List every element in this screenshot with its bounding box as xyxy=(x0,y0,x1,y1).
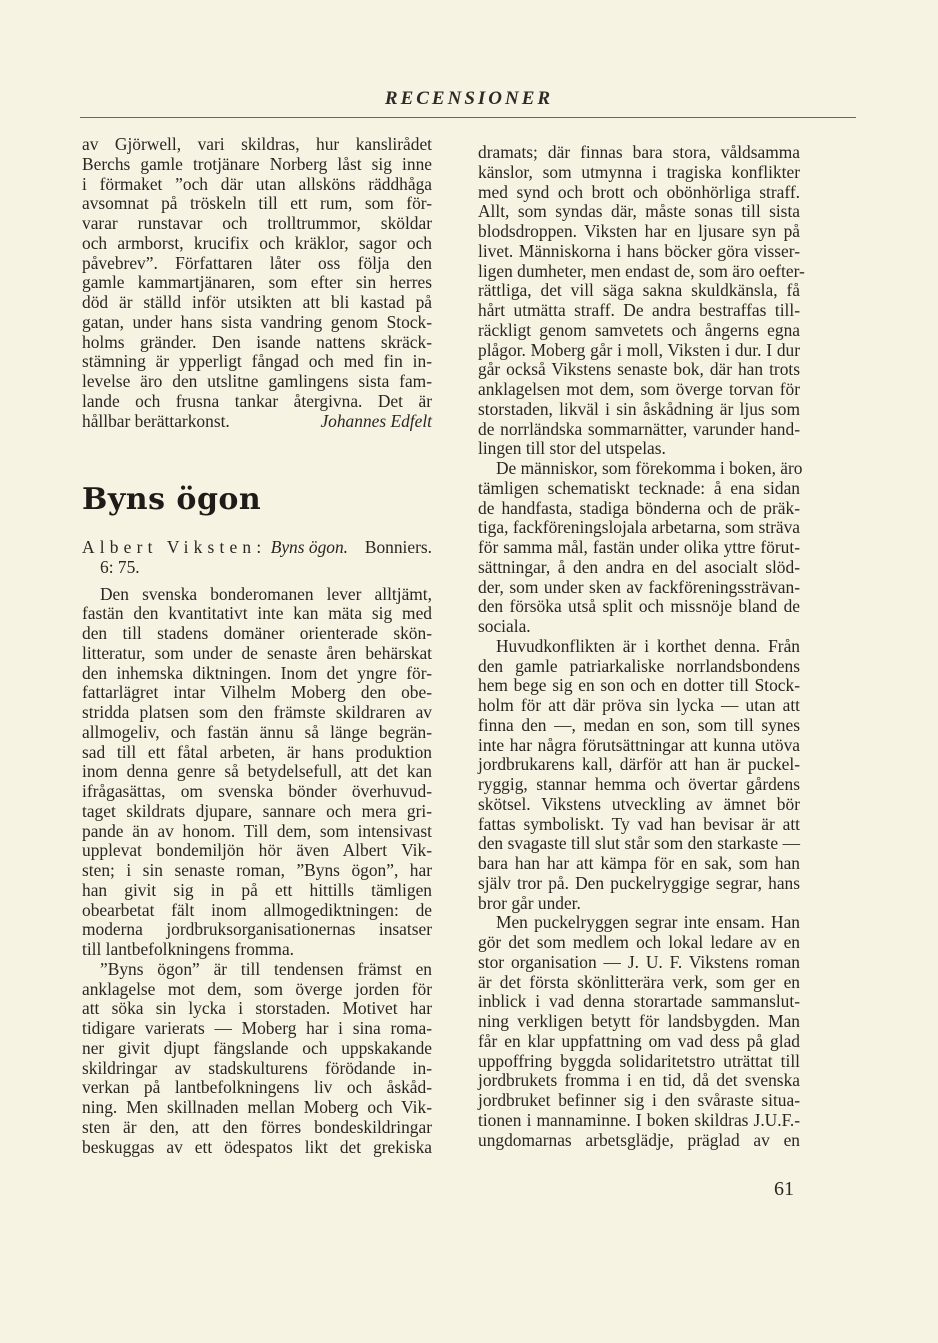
text-line: den gamle patriarkaliske norrlandsbondens xyxy=(478,655,800,676)
text-line: hårt utmätta straff. De andra bestraffas till- xyxy=(478,300,800,320)
text-line: själv tror på. Den puckelryggige segrar, hans xyxy=(478,872,800,893)
text-line: anklagelse mot dem, som överge jorden för xyxy=(82,978,432,999)
text-line: litteratur, som under de senaste åren behärskat xyxy=(82,642,432,663)
text-line: Allt, som syndas där, måste sonas till sista xyxy=(478,201,800,222)
text-line: dramats; där finnas bara stora, våldsamma xyxy=(478,142,800,162)
text-line: han givit sig in på ett hittills tämligen xyxy=(82,879,432,900)
text-line: den till stadens domäner orienterade skön- xyxy=(82,623,432,643)
text-line: hem bege sig en son och en dotter till Stock- xyxy=(478,675,800,696)
text-line: gatan, under hans sista vandring genom Stock- xyxy=(82,311,432,332)
text-line: och armborst, krucifix och kräklor, sagor och xyxy=(82,232,432,253)
text-line: de norrländska sommarnätter, varunder hand- xyxy=(478,418,800,439)
text-line: tämligen schematiskt tecknade: å ena sidan xyxy=(478,477,800,498)
text-line: påvebrev”. Författaren låter oss följa den xyxy=(82,252,432,273)
text-line: sad till ett fåtal arbeten, är hans produktion xyxy=(82,741,432,762)
paragraph xyxy=(478,458,803,637)
text-line: uppoffring byggda solidaritetstro uträttat till xyxy=(478,1050,800,1071)
text-line: ligen dumheter, men endast de, som äro oefter- xyxy=(478,260,805,281)
book-author: Albert Viksten: xyxy=(82,537,267,557)
signature-line xyxy=(82,412,432,432)
text-line: död är ställd inför utsikten att bli kastad på xyxy=(82,292,432,312)
text-line: stridda platsen som den främste skildraren av xyxy=(82,702,432,722)
reviewer-signature: Johannes Edfelt xyxy=(320,410,432,431)
text-line: anklagelsen mot dem, som överge torvan för xyxy=(478,379,800,399)
text-line: ”Byns ögon” är till tendensen främst en xyxy=(100,958,432,979)
text-line: med synd och brott och obönhörliga straff. xyxy=(478,181,800,202)
text-line: ning verkligen betytt för landsbygden. Man xyxy=(478,1011,800,1031)
text-line: ner givit djupt fängslande och uppskakande xyxy=(82,1037,432,1058)
text-line: lande och frusna tankar återgivna. Det är xyxy=(82,390,432,411)
text-line: rättliga, det vill säga sakna skuldkänsla, få xyxy=(478,280,800,301)
text-line: jordbruket befinner sig i den svåraste situa- xyxy=(478,1090,800,1110)
text-line: jordbrukarens kall, därför att han är puckel- xyxy=(478,754,800,775)
text-line: Den svenska bonderomanen lever alltjämt, xyxy=(100,583,432,604)
book-citation xyxy=(82,538,432,558)
text-line: ungdomarnas arbetsglädje, präglad av en xyxy=(478,1129,800,1150)
text-line: Huvudkonflikten är i korthet denna. Från xyxy=(496,635,800,656)
text-line: taget skildrats djupare, sannare och mera gri- xyxy=(82,800,432,821)
text-line: fattas symboliskt. Ty vad han bevisar är att xyxy=(478,813,800,834)
text-line: tidigare varierats — Moberg har i sina roma- xyxy=(82,1018,432,1038)
text-line: inom denna genre så betydelsefull, att det kan xyxy=(82,761,432,782)
text-line: storstaden, likväl i sin åskådning är ljus som xyxy=(478,398,800,419)
text-line: livet. Människorna i hans böcker göra visser- xyxy=(478,240,800,261)
text-line: är det första skönlitterära verk, som ger en xyxy=(478,971,800,992)
text-line: tiga, fackföreningslojala arbetarna, som sträva xyxy=(478,517,800,538)
text-line: ning. Men skillnaden mellan Moberg och Vik- xyxy=(82,1097,432,1117)
text-line: bror går under. xyxy=(478,892,581,913)
text-line: ifrågasättas, om svenska bönder överhuvud- xyxy=(82,781,432,801)
text-line: ryggig, stannar hemma och övertar gårdens xyxy=(478,774,800,794)
book-title: Byns ögon. xyxy=(270,537,349,557)
text-line: finna den —, medan en son, som till synes xyxy=(478,714,800,735)
text-line: sten är den, att den förres bondeskildringar xyxy=(82,1116,432,1137)
text-line: der, som under sken av fackföreningssträvan- xyxy=(478,576,800,597)
text-line: holms gränder. Den isande nattens skräck- xyxy=(82,331,432,352)
text-line: fastän den kvantitativt inte kan mäta sig med xyxy=(82,603,432,624)
text-line: obearbetat fält inom allmogediktningen: de xyxy=(82,899,432,920)
text-line: Berchs gamle trotjänare Norberg låst sig inne xyxy=(82,153,432,174)
text-line: gamle kammartjänaren, som efter sin herres xyxy=(82,272,432,293)
text-line: beskuggas av ett ödespatos likt det grekiska xyxy=(82,1136,432,1157)
text-line: gör det som medlem och lokal ledare av en xyxy=(478,932,800,952)
text-line: av Gjörwell, vari skildras, hur kanslirådet xyxy=(82,134,432,154)
text-line: skötsel. Vikstens utveckling av ämnet bör xyxy=(478,793,800,814)
previous-review-ending xyxy=(82,135,432,431)
text-line: sättningar, å den andra en del asocialt slöd- xyxy=(478,556,800,577)
text-line: tionen i mannaminne. I boken skildras J.U.F.- xyxy=(478,1109,800,1130)
text-line: den inhemska diktningen. Inom det yngre för- xyxy=(82,662,432,683)
text-line: De människor, som förekomma i boken, äro xyxy=(496,458,803,478)
text-line: går också Vikstens senaste bok, där han trots xyxy=(478,359,800,380)
closing-text: hållbar berättarkonst. xyxy=(82,410,230,431)
text-line: att söka sin lycka i storstaden. Motivet har xyxy=(82,998,432,1019)
text-line: pande än av honom. Till dem, som intensivast xyxy=(82,820,432,841)
text-line: plågor. Moberg går i moll, Viksten i dur. I dur xyxy=(478,339,800,360)
text-line: holm för att där pröva sin lycka — utan att xyxy=(478,695,800,715)
text-line: lingen till stor del utspelas. xyxy=(478,438,666,459)
text-line: upplevat bondemiljön hör även Albert Vik- xyxy=(82,840,432,861)
text-line: jordbrukets fromma i en tid, då det svenska xyxy=(478,1070,800,1091)
review-heading: Byns ögon xyxy=(82,482,262,517)
left-column xyxy=(82,538,432,1157)
text-line: Men puckelryggen segrar inte ensam. Han xyxy=(496,912,800,933)
text-line: i förmaket ”och där utan allsköns räddhåga xyxy=(82,173,432,194)
header-rule xyxy=(80,117,856,118)
text-line: får en klar uppfattning om vad dess på glad xyxy=(478,1030,800,1051)
paragraph xyxy=(478,913,800,1150)
text-line: till lantbefolkningens fromma. xyxy=(82,939,295,959)
book-publisher: Bonniers. xyxy=(364,537,432,557)
text-line: skildringar av stadskulturens förödande in- xyxy=(82,1057,432,1078)
text-line: den försöka utså split och missnöje bland de xyxy=(478,596,800,617)
running-head: RECENSIONER xyxy=(384,88,554,109)
book-price: 6: 75. xyxy=(100,556,140,577)
paragraph xyxy=(478,637,800,914)
text-line: sten; i sin senaste roman, ”Byns ögon”, har xyxy=(82,860,432,880)
paragraph xyxy=(82,960,432,1158)
text-line: inte har några förutsättningar att kunna utöva xyxy=(478,734,800,755)
text-line: moderna jordbruksorganisationernas insatser xyxy=(82,919,432,940)
right-column xyxy=(478,142,805,1150)
text-line: bara han har att kämpa för en sak, som han xyxy=(478,853,800,873)
text-line: stor organisation — J. U. F. Vikstens roman xyxy=(478,951,800,972)
text-line: varar runstavar och trolltrummor, sköldar xyxy=(82,213,432,233)
text-line: avsomnat på tröskeln till ett rum, som för- xyxy=(82,193,432,214)
text-line: levelse äro den utslitne gamlingens sista fam- xyxy=(82,371,432,391)
paragraph xyxy=(82,585,432,960)
page-number: 61 xyxy=(774,1178,794,1200)
text-line: blodsdroppen. Viksten har en ljusare syn på xyxy=(478,221,800,241)
text-line: fattarlägret intar Vilhelm Moberg den obe- xyxy=(82,682,432,703)
text-line: allmogeliv, och fastän ännu så länge begrän- xyxy=(82,721,432,742)
text-line: verkan på lantbefolkningens liv och åskåd- xyxy=(82,1077,432,1098)
text-line: sociala. xyxy=(478,616,531,636)
text-line: känslor, som utmynna i tragiska konflikter xyxy=(478,161,800,182)
text-line: inblick i vad denna storartade sammanslut- xyxy=(478,991,800,1012)
text-line: för samma mål, fastän under olika yttre förut- xyxy=(478,537,800,557)
paragraph xyxy=(478,142,805,459)
text-line: den svagaste till slut står som den starkaste — xyxy=(478,833,800,854)
text-line: räckligt genom samvetets och ångerns egna xyxy=(478,319,800,340)
text-line: stämning är ypperligt fångad och med fin in- xyxy=(82,351,432,372)
text-line: de handfasta, stadiga bönderna och de präk- xyxy=(478,497,800,518)
